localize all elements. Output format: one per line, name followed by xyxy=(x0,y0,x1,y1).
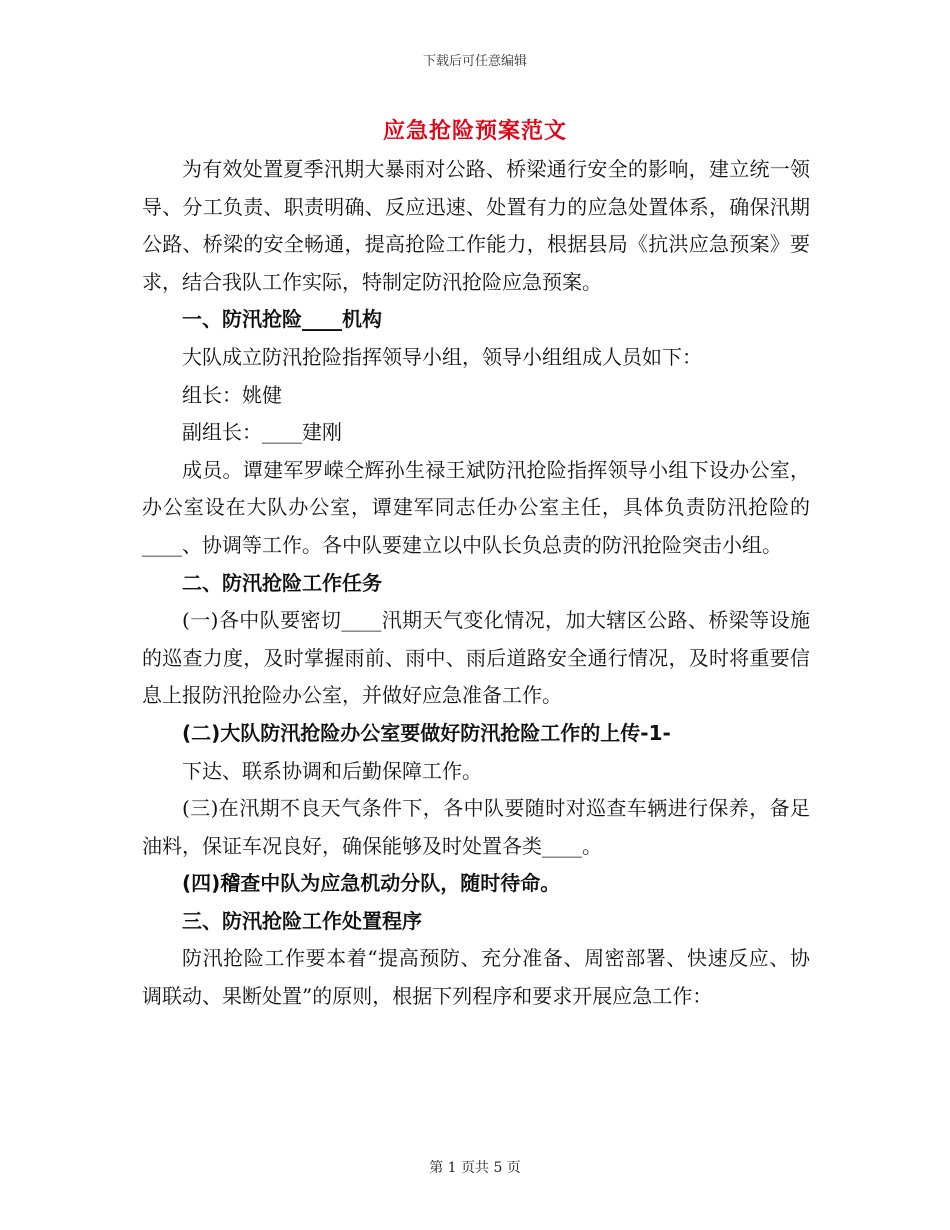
section-heading-2: 二、防汛抢险工作任务 xyxy=(182,570,382,595)
paragraph: 副组长：____建刚 xyxy=(182,420,342,445)
paragraph-bold: (四)稽查中队为应急机动分队，随时待命。 xyxy=(182,871,561,896)
paragraph: 成员。谭建军罗嵘仝辉孙生禄王斌防汛抢险指挥领导小组下设办公室，办公室设在大队办公室，谭建军同志任办公室主任，具体负责防汛抢险的____、协调等工作。各中队要建立以中队长负总责的防汛抢险突击小组。 xyxy=(142,457,810,557)
document-title: 应急抢险预案范文 xyxy=(382,119,567,144)
paragraph: (一)各中队要密切____汛期天气变化情况，加大辖区公路、桥梁等设施的巡查力度，及时掌握雨前、雨中、雨后道路安全通行情况，及时将重要信息上报防汛抢险办公室，并做好应急准备工作。 xyxy=(142,608,810,708)
page-footer: 第 1 页共 5 页 xyxy=(429,1160,521,1176)
paragraph: 防汛抢险工作要本着“提高预防、充分准备、周密部署、快速反应、协调联动、果断处置”的原则，根据下列程序和要求开展应急工作： xyxy=(142,946,810,1009)
paragraph: 大队成立防汛抢险指挥领导小组，领导小组组成人员如下： xyxy=(182,344,702,369)
page-header: 下载后可任意编辑 xyxy=(422,54,527,69)
intro-paragraph: 为有效处置夏季汛期大暴雨对公路、桥梁通行安全的影响，建立统一领导、分工负责、职责明确、反应迅速、处置有力的应急处置体系，确保汛期公路、桥梁的安全畅通，提高抢险工作能力，根据县局《抗洪应急预案》要求，结合我队工作实际，特制定防汛抢险应急预案。 xyxy=(142,157,810,294)
paragraph: 组长：姚健 xyxy=(182,382,282,407)
section-heading-3: 三、防汛抢险工作处置程序 xyxy=(182,908,422,933)
paragraph-bold: (二)大队防汛抢险办公室要做好防汛抢险工作的上传-1- xyxy=(182,720,671,745)
paragraph: 下达、联系协调和后勤保障工作。 xyxy=(182,758,482,783)
paragraph: (三)在汛期不良天气条件下，各中队要随时对巡查车辆进行保养，备足油料，保证车况良好，确保能够及时处置各类____。 xyxy=(142,796,810,858)
section-heading-1: 一、防汛抢险____机构 xyxy=(182,307,382,332)
document-body xyxy=(142,151,810,1016)
